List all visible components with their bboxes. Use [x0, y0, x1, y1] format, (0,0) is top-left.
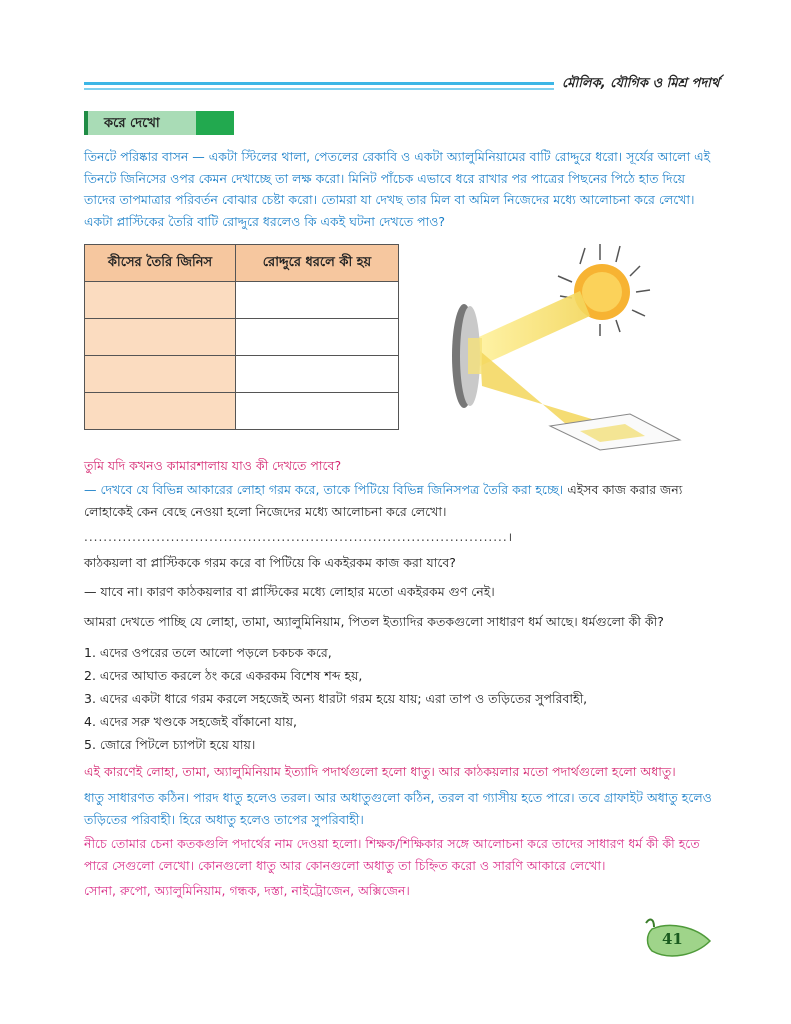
chapter-title: মৌলিক, যৌগিক ও মিশ্র পদার্থ [562, 76, 720, 91]
header-rule [84, 82, 554, 92]
metal-note: ধাতু সাধারণত কঠিন। পারদ ধাতু হলেও তরল। আর অধাতুগুলো কঠিন, তরল বা গ্যাসীয় হতে পারে। তবে গ্রাফাইট অধাতু হলেও তড়িতের পরিবাহী। হিরে অধাতু হলেও তাপের সুপরিবাহী। [84, 790, 712, 827]
blacksmith-question: তুমি যদি কখনও কামারশালায় যাও কী দেখতে পাবে? [84, 458, 342, 473]
observation-table [84, 244, 399, 430]
coal-answer: — যাবে না। কারণ কাঠকয়লার বা প্লাস্টিকের মধ্যে লোহার মতো একইরকম গুণ নেই। [84, 584, 495, 599]
activity-badge-label: করে দেখো [104, 116, 160, 131]
table-row [85, 282, 399, 319]
table-cell[interactable] [236, 393, 399, 430]
sun-reflection-illustration [440, 236, 700, 456]
incident-beam [470, 291, 590, 366]
table-cell[interactable] [85, 282, 236, 319]
table-cell[interactable] [85, 319, 236, 356]
blacksmith-answer [84, 479, 712, 522]
table-col-material: কীসের তৈরি জিনিস [85, 245, 236, 282]
table-cell[interactable] [236, 282, 399, 319]
list-item: 2. এদের আঘাত করলে ঠং করে একরকম বিশেষ শব্দ হয়, [84, 668, 363, 683]
blacksmith-answer-part2: এইসব কাজ করার জন্য লোহাকেই কেন বেছে নেওয়া হলো নিজেদের মধ্যে আলোচনা করে লেখো। [84, 482, 683, 519]
table-header-row [85, 245, 399, 282]
substance-list: সোনা, রুপো, অ্যালুমিনিয়াম, গন্ধক, দস্তা, নাইট্রোজেন, অক্সিজেন। [84, 883, 410, 898]
table-row [85, 356, 399, 393]
badge-strip [196, 111, 234, 135]
table-cell[interactable] [85, 356, 236, 393]
properties-intro: আমরা দেখতে পাচ্ছি যে লোহা, তামা, অ্যালুমিনিয়াম, পিতল ইত্যাদির কতকগুলো সাধারণ ধর্ম আছে। ধর্মগুলো কী কী? [84, 614, 664, 629]
list-item: 5. জোরে পিটলে চ্যাপটা হয়ে যায়। [84, 737, 256, 752]
answer-blank-line[interactable]: ........................................................................................। [84, 530, 514, 544]
table-col-result: রোদ্দুরে ধরলে কী হয় [236, 245, 399, 282]
blacksmith-answer-part1: — দেখবে যে বিভিন্ন আকারের লোহা গরম করে, তাকে পিটিয়ে বিভিন্ন জিনিসপত্র তৈরি করা হচ্ছে। [84, 482, 564, 497]
page-number: 41 [662, 930, 683, 948]
metal-conclusion: এই কারণেই লোহা, তামা, অ্যালুমিনিয়াম ইত্যাদি পদার্থগুলো হলো ধাতু। আর কাঠকয়লার মতো পদার্থগুলো হলো অধাতু। [84, 764, 676, 779]
list-item: 3. এদের একটা ধারে গরম করলে সহজেই অন্য ধারটা গরম হয়ে যায়; এরা তাপ ও তড়িতের সুপরিবাহী, [84, 691, 588, 706]
activity-badge [84, 111, 234, 135]
table-row [85, 393, 399, 430]
activity-instruction: তিনটে পরিষ্কার বাসন — একটা স্টিলের থালা, পেতলের রেকাবি ও একটা অ্যালুমিনিয়ামের বাটি রোদ্দুরে ধরো। সূর্যের আলো এই তিনটে জিনিসের ওপর কেমন দেখাচ্ছে তা লক্ষ করো। মিনিট পাঁচেক এভাবে ধরে রাখার পর পাত্রের পিছনের পিঠে হাত দিয়ে তাদের তাপমাত্রার পরিবর্তন বোঝার চেষ্টা করো। তোমরা যা দেখছ তার মিল বা অমিল নিজেদের মধ্যে আলোচনা করে লেখো। একটা প্লাস্টিকের তৈরি বাটি রোদ্দুরে ধরলেও কি একই ঘটনা দেখতে পাও? [84, 149, 711, 229]
list-item: 4. এদের সরু খণ্ডকে সহজেই বাঁকানো যায়, [84, 714, 297, 729]
list-item: 1. এদের ওপরের তলে আলো পড়লে চকচক করে, [84, 645, 332, 660]
table-row [85, 319, 399, 356]
table-cell[interactable] [236, 319, 399, 356]
coal-question: কাঠকয়লা বা প্লাস্টিককে গরম করে বা পিটিয়ে কি একইরকম কাজ করা যাবে? [84, 555, 456, 570]
table-cell[interactable] [85, 393, 236, 430]
table-cell[interactable] [236, 356, 399, 393]
task-instruction: নীচে তোমার চেনা কতকগুলি পদার্থের নাম দেওয়া হলো। শিক্ষক/শিক্ষিকার সঙ্গে আলোচনা করে তাদের সাধারণ ধর্ম কী কী হতে পারে সেগুলো লেখো। কোনগুলো ধাতু আর কোনগুলো অধাতু তা চিহ্নিত করো ও সারণি আকারে লেখো। [84, 836, 700, 873]
page-number-badge [640, 915, 712, 965]
